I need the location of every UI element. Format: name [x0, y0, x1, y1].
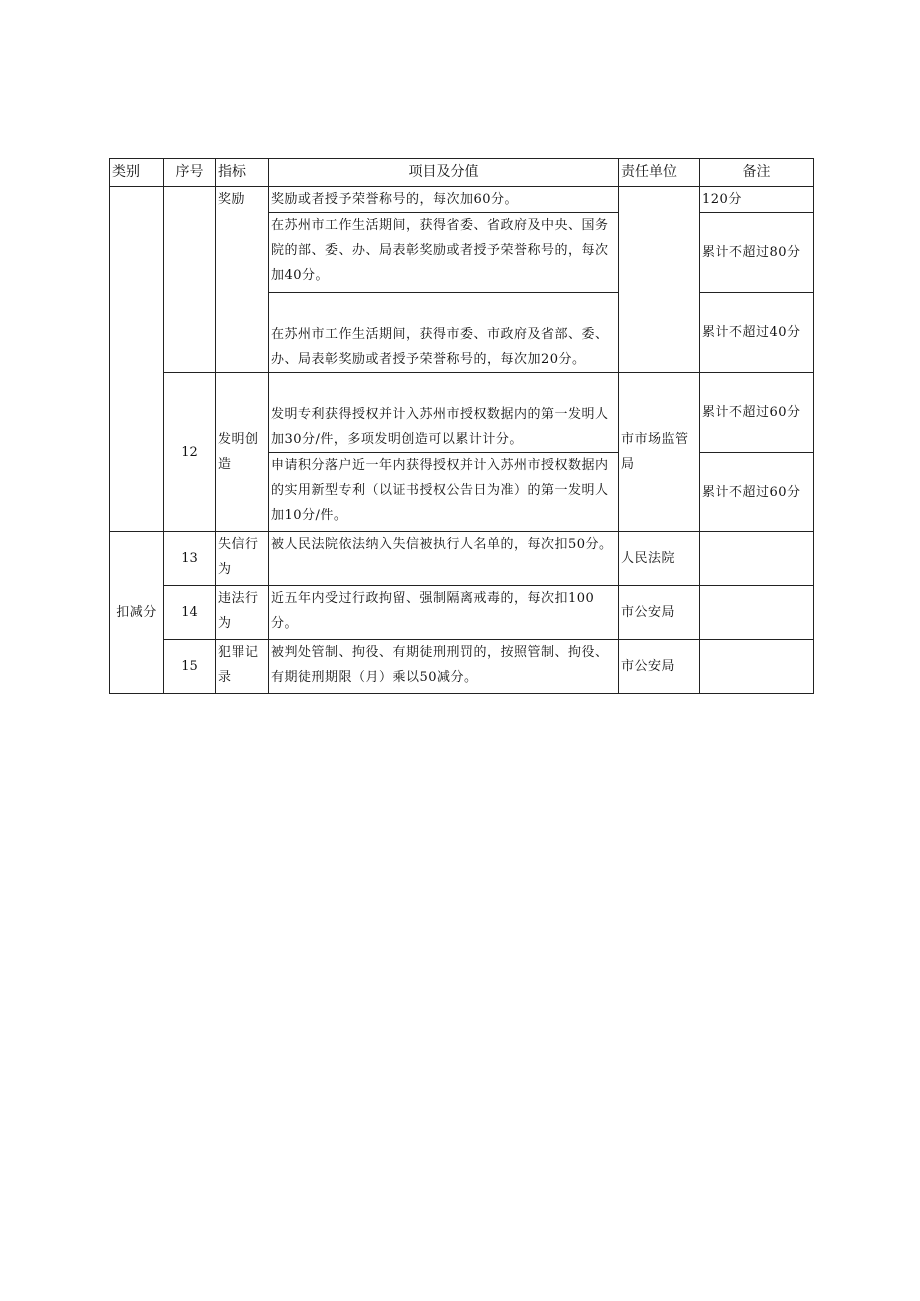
header-number: 序号	[164, 159, 216, 187]
note-cell: 累计不超过60分	[700, 373, 814, 453]
note-cell	[700, 586, 814, 640]
number-cell: 15	[164, 640, 216, 694]
number-cell-empty	[164, 187, 216, 373]
note-cell	[700, 640, 814, 694]
table-row	[110, 586, 814, 640]
note-cell: 累计不超过60分	[700, 453, 814, 532]
unit-cell: 市公安局	[619, 586, 700, 640]
note-cell: 120分	[700, 187, 814, 213]
unit-cell-empty	[619, 187, 700, 373]
note-cell: 累计不超过80分	[700, 213, 814, 293]
item-text: 在苏州市工作生活期间，获得市委、市政府及省部、委、办、局表彰奖励或者授予荣誉称号的，每次加20分。	[269, 293, 619, 373]
indicator-cell: 失信行为	[216, 532, 269, 586]
item-text: 发明专利获得授权并计入苏州市授权数据内的第一发明人加30分/件，多项发明创造可以累计计分。	[269, 373, 619, 453]
points-table	[109, 158, 814, 694]
table-row	[110, 187, 814, 213]
table-row	[110, 532, 814, 586]
header-category: 类别	[110, 159, 164, 187]
table-row	[110, 373, 814, 453]
table-row	[110, 640, 814, 694]
header-responsible-unit: 责任单位	[619, 159, 700, 187]
note-cell: 累计不超过40分	[700, 293, 814, 373]
item-text: 在苏州市工作生活期间，获得省委、省政府及中央、国务院的部、委、办、局表彰奖励或者授予荣誉称号的，每次加40分。	[269, 213, 619, 293]
unit-cell: 市公安局	[619, 640, 700, 694]
category-cell-empty	[110, 187, 164, 532]
note-cell	[700, 532, 814, 586]
indicator-cell: 发明创造	[216, 373, 269, 532]
number-cell: 13	[164, 532, 216, 586]
number-cell: 12	[164, 373, 216, 532]
number-cell: 14	[164, 586, 216, 640]
item-text: 被判处管制、拘役、有期徒刑刑罚的，按照管制、拘役、有期徒刑期限（月）乘以50减分。	[269, 640, 619, 694]
unit-cell: 人民法院	[619, 532, 700, 586]
category-cell: 扣减分	[110, 532, 164, 694]
indicator-cell: 犯罪记录	[216, 640, 269, 694]
item-text: 近五年内受过行政拘留、强制隔离戒毒的，每次扣100分。	[269, 586, 619, 640]
item-text: 申请积分落户近一年内获得授权并计入苏州市授权数据内的实用新型专利（以证书授权公告日为准）的第一发明人加10分/件。	[269, 453, 619, 532]
item-text: 被人民法院依法纳入失信被执行人名单的，每次扣50分。	[269, 532, 619, 586]
table-header-row	[110, 159, 814, 187]
indicator-cell: 违法行为	[216, 586, 269, 640]
header-indicator: 指标	[216, 159, 269, 187]
header-remarks: 备注	[700, 159, 814, 187]
indicator-cell: 奖励	[216, 187, 269, 373]
unit-cell: 市市场监管局	[619, 373, 700, 532]
item-text: 奖励或者授予荣誉称号的，每次加60分。	[269, 187, 619, 213]
header-item-score: 项目及分值	[269, 159, 619, 187]
